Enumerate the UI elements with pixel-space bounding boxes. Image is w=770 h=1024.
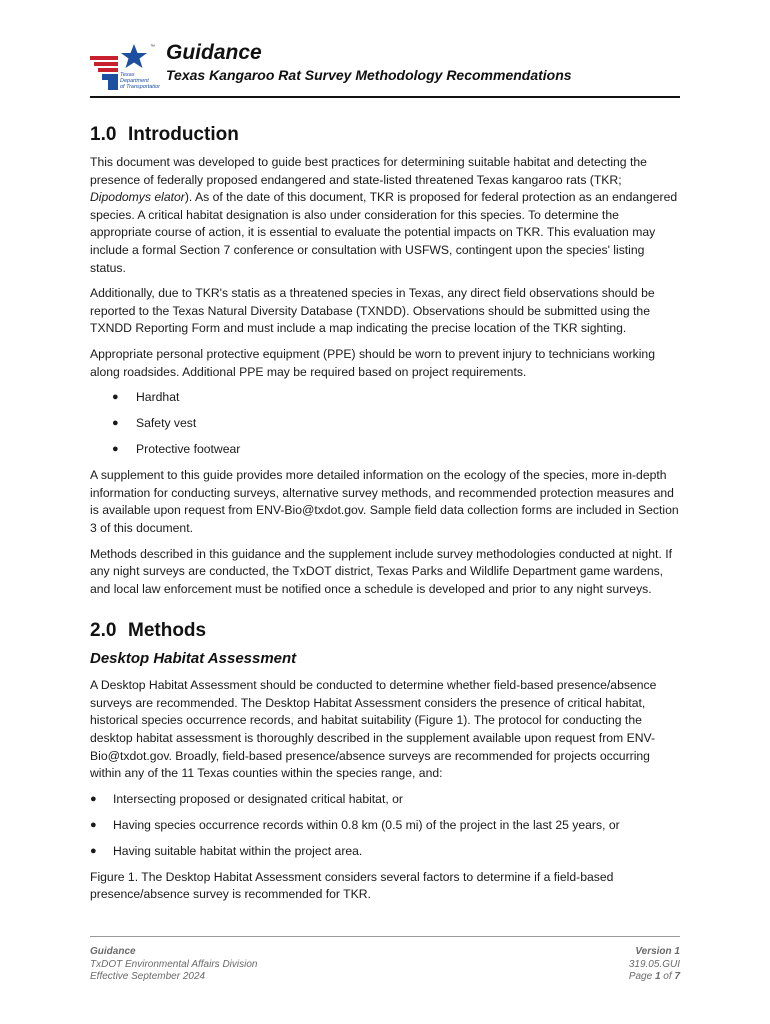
footer-divider — [90, 936, 680, 937]
intro-paragraph — [90, 154, 680, 277]
footer-right — [629, 946, 680, 984]
section-introduction — [90, 124, 680, 598]
subsection-heading: Desktop Habitat Assessment — [90, 650, 297, 668]
section-number: 2.0 — [90, 620, 117, 642]
ppe-list — [90, 389, 680, 458]
header-divider — [90, 96, 680, 98]
footer-page-number — [629, 971, 680, 984]
bullet-icon: ● — [90, 792, 97, 805]
list-item-text: Having species occurrence records within 0.8 km (0.5 mi) of the project in the last 25 years, or — [113, 817, 620, 832]
criteria-list — [90, 791, 680, 860]
assessment-paragraph: A Desktop Habitat Assessment should be conducted to determine whether field-based presence/absence surveys are recommended. The Desktop Habitat Assessment considers the presence of critical habitat, historical species occurrence records, and habitat suitability (Figure 1). The protocol for conducting the desktop habitat assessment is thoroughly described in the supplement available upon request from ENV-Bio@txdot.gov. Broadly, field-based presence/absence surveys are recommended for projects occurring within any of the 11 Texas counties within the species range, and: — [90, 678, 657, 781]
document-title: Guidance — [166, 41, 262, 64]
list-item — [90, 415, 680, 432]
section-title: Methods — [128, 620, 207, 642]
footer-division: TxDOT Environmental Affairs Division — [90, 958, 258, 970]
txdot-logo — [88, 40, 160, 90]
list-item — [90, 389, 680, 406]
list-item — [90, 843, 680, 860]
page-current: 1 — [654, 971, 661, 982]
section-number: 1.0 — [90, 124, 117, 145]
intro-text-a: This document was developed to guide best practices for determining suitable habitat and detecting the presence of federally proposed endangered and state-listed threatened Texas kangaroo rats (TKR; — [90, 155, 647, 187]
bullet-icon: ● — [112, 417, 119, 430]
ppe-paragraph: Appropriate personal protective equipment (PPE) should be worn to prevent injury to technicians working along roadsides. Additional PPE may be required based on project requirements. — [90, 346, 655, 379]
section-methods — [90, 620, 680, 904]
bullet-icon: ● — [90, 818, 97, 831]
section-heading — [90, 620, 680, 642]
footer-version: Version 1 — [635, 946, 680, 957]
section-heading — [90, 124, 680, 146]
document-subtitle: Texas Kangaroo Rat Survey Methodology Recommendations — [166, 67, 572, 83]
document-body — [90, 124, 680, 912]
list-item — [90, 817, 680, 834]
svg-text:Department: Department — [120, 78, 149, 84]
svg-text:Texas: Texas — [120, 72, 135, 78]
species-name: Dipodomys elator — [90, 190, 185, 205]
page-total: 7 — [674, 971, 680, 982]
bullet-icon: ● — [112, 443, 119, 456]
list-item-text: Protective footwear — [136, 442, 241, 457]
list-item-text: Having suitable habitat within the project area. — [113, 843, 363, 858]
page-of: of — [660, 971, 675, 982]
figure-caption: Figure 1. The Desktop Habitat Assessment considers several factors to determine if a field-based presence/absence survey is recommended for TKR. — [90, 869, 614, 902]
supplement-paragraph: A supplement to this guide provides more detailed information on the ecology of the species, more in-depth information for conducting surveys, alternative survey methods, and recommended protection measures and is available upon request from ENV-Bio@txdot.gov. Sample field data collection forms are included in Section 3 of this document. — [90, 468, 679, 535]
footer-effective-date: Effective September 2024 — [90, 971, 206, 982]
list-item-text: Safety vest — [136, 416, 197, 431]
page-prefix: Page — [628, 971, 655, 982]
footer-left — [90, 946, 257, 984]
list-item — [90, 791, 680, 808]
night-survey-paragraph: Methods described in this guidance and the supplement include survey methodologies conducted at night. If any night surveys are conducted, the TxDOT district, Texas Parks and Wildlife Department game wardens, and local law enforcement must be notified once a schedule is developed and prior to any night surveys. — [90, 546, 672, 596]
footer-doc-type: Guidance — [90, 946, 136, 957]
list-item-text: Intersecting proposed or designated critical habitat, or — [113, 791, 403, 806]
list-item-text: Hardhat — [136, 390, 180, 405]
intro-text-b: ). As of the date of this document, TKR is proposed for federal protection as an endangered species. A critical habitat designation is also under consideration for this species. To determine the appropriate course of action, it is essential to evaluate the potential impacts on TKR. This evaluation may include a formal Section 7 conference or consultation with USFWS, contingent upon the species' listing status. — [90, 190, 678, 275]
svg-text:of Transportation: of Transportation — [120, 84, 160, 90]
reporting-paragraph: Additionally, due to TKR's statis as a threatened species in Texas, any direct field observations should be reported to the Texas Natural Diversity Database (TXNDD). Observations should be submitted using the TXNDD Reporting Form and must include a map indicating the precise location of the TKR sighting. — [90, 286, 655, 336]
footer-code: 319.05.GUI — [628, 958, 680, 970]
bullet-icon: ● — [90, 844, 97, 857]
svg-text:™: ™ — [150, 44, 155, 50]
section-title: Introduction — [128, 124, 239, 145]
list-item — [90, 441, 680, 458]
bullet-icon: ● — [112, 391, 119, 404]
